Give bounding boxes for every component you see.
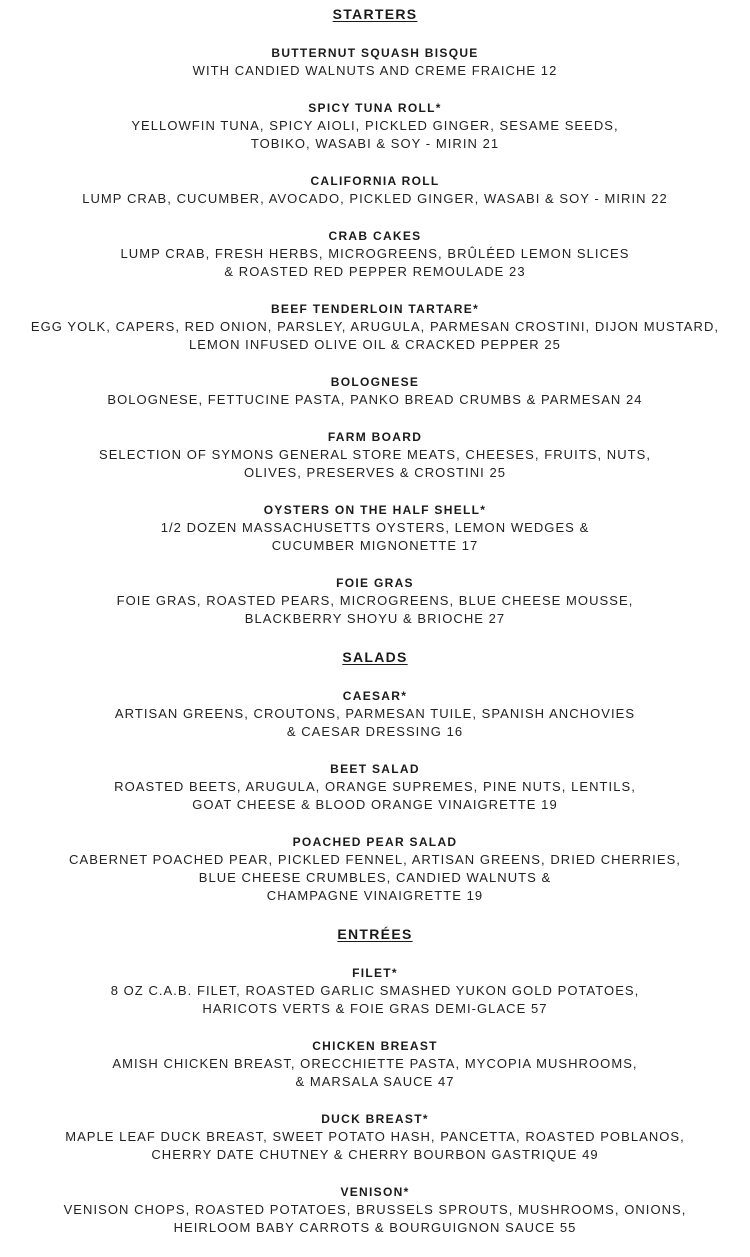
item-name: CALIFORNIA ROLL	[310, 174, 440, 188]
item-name: FILET*	[352, 966, 398, 980]
item-description: & MARSALA SAUCE 47	[295, 1074, 455, 1089]
menu-section-entres	[0, 925, 750, 1237]
item-name: POACHED PEAR SALAD	[292, 835, 458, 849]
item-name: VENISON*	[340, 1185, 410, 1199]
item-description: LUMP CRAB, FRESH HERBS, MICROGREENS, BRÛLÉED LEMON SLICES	[120, 246, 630, 261]
section-title: STARTERS	[332, 6, 418, 22]
item-description: BLACKBERRY SHOYU & BRIOCHE 27	[244, 611, 506, 626]
menu-item	[0, 1183, 750, 1237]
menu-item	[0, 964, 750, 1018]
menu-item	[0, 1110, 750, 1164]
item-description: CHERRY DATE CHUTNEY & CHERRY BOURBON GASTRIQUE 49	[151, 1147, 599, 1162]
item-description: TOBIKO, WASABI & SOY - MIRIN 21	[250, 136, 500, 151]
item-description: 1/2 DOZEN MASSACHUSETTS OYSTERS, LEMON WEDGES &	[160, 520, 590, 535]
item-description: ARTISAN GREENS, CROUTONS, PARMESAN TUILE, SPANISH ANCHOVIES	[114, 706, 636, 721]
item-description: GOAT CHEESE & BLOOD ORANGE VINAIGRETTE 19	[192, 797, 558, 812]
menu-section-salads	[0, 648, 750, 905]
item-description: MAPLE LEAF DUCK BREAST, SWEET POTATO HASH, PANCETTA, ROASTED POBLANOS,	[65, 1129, 685, 1144]
menu	[0, 5, 750, 1257]
menu-item	[0, 760, 750, 814]
menu-item	[0, 687, 750, 741]
section-title: SALADS	[342, 649, 408, 665]
menu-item	[0, 172, 750, 208]
item-description: OLIVES, PRESERVES & CROSTINI 25	[243, 465, 507, 480]
menu-item	[0, 300, 750, 354]
item-description: & ROASTED RED PEPPER REMOULADE 23	[224, 264, 526, 279]
item-name: CRAB CAKES	[328, 229, 422, 243]
item-description: BOLOGNESE, FETTUCINE PASTA, PANKO BREAD CRUMBS & PARMESAN 24	[107, 392, 643, 407]
menu-item	[0, 227, 750, 281]
menu-item	[0, 833, 750, 905]
item-description: VENISON CHOPS, ROASTED POTATOES, BRUSSELS SPROUTS, MUSHROOMS, ONIONS,	[63, 1202, 687, 1217]
item-name: BUTTERNUT SQUASH BISQUE	[271, 46, 479, 60]
item-description: SELECTION OF SYMONS GENERAL STORE MEATS, CHEESES, FRUITS, NUTS,	[98, 447, 652, 462]
item-description: 8 OZ C.A.B. FILET, ROASTED GARLIC SMASHED YUKON GOLD POTATOES,	[110, 983, 640, 998]
item-name: DUCK BREAST*	[321, 1112, 429, 1126]
item-name: BOLOGNESE	[330, 375, 420, 389]
item-description: FOIE GRAS, ROASTED PEARS, MICROGREENS, BLUE CHEESE MOUSSE,	[116, 593, 634, 608]
menu-item	[0, 501, 750, 555]
item-description: ROASTED BEETS, ARUGULA, ORANGE SUPREMES, PINE NUTS, LENTILS,	[114, 779, 636, 794]
item-name: CHICKEN BREAST	[312, 1039, 438, 1053]
item-name: BEET SALAD	[330, 762, 420, 776]
item-description: CHAMPAGNE VINAIGRETTE 19	[266, 888, 484, 903]
item-description: EGG YOLK, CAPERS, RED ONION, PARSLEY, ARUGULA, PARMESAN CROSTINI, DIJON MUSTARD,	[30, 319, 720, 334]
item-name: BEEF TENDERLOIN TARTARE*	[270, 302, 480, 316]
item-description: BLUE CHEESE CRUMBLES, CANDIED WALNUTS &	[198, 870, 552, 885]
item-description: CABERNET POACHED PEAR, PICKLED FENNEL, ARTISAN GREENS, DRIED CHERRIES,	[69, 852, 681, 867]
item-description: HEIRLOOM BABY CARROTS & BOURGUIGNON SAUCE 55	[173, 1220, 577, 1235]
menu-item	[0, 428, 750, 482]
menu-item	[0, 44, 750, 80]
menu-section-starters	[0, 5, 750, 628]
item-name: FOIE GRAS	[336, 576, 414, 590]
menu-item	[0, 574, 750, 628]
menu-item	[0, 373, 750, 409]
item-name: CAESAR*	[342, 689, 408, 703]
item-name: SPICY TUNA ROLL*	[308, 101, 442, 115]
item-description: HARICOTS VERTS & FOIE GRAS DEMI-GLACE 57	[202, 1001, 548, 1016]
menu-item	[0, 1037, 750, 1091]
item-description: AMISH CHICKEN BREAST, ORECCHIETTE PASTA, MYCOPIA MUSHROOMS,	[112, 1056, 638, 1071]
section-title: ENTRÉES	[337, 926, 413, 942]
item-description: & CAESAR DRESSING 16	[286, 724, 464, 739]
item-name: OYSTERS ON THE HALF SHELL*	[263, 503, 487, 517]
menu-item	[0, 99, 750, 153]
item-name: FARM BOARD	[327, 430, 423, 444]
item-description: CUCUMBER MIGNONETTE 17	[271, 538, 479, 553]
item-description: WITH CANDIED WALNUTS AND CREME FRAICHE 12	[192, 63, 558, 78]
item-description: LUMP CRAB, CUCUMBER, AVOCADO, PICKLED GINGER, WASABI & SOY - MIRIN 22	[82, 191, 668, 206]
item-description: LEMON INFUSED OLIVE OIL & CRACKED PEPPER 25	[189, 337, 561, 352]
item-description: YELLOWFIN TUNA, SPICY AIOLI, PICKLED GINGER, SESAME SEEDS,	[131, 118, 619, 133]
